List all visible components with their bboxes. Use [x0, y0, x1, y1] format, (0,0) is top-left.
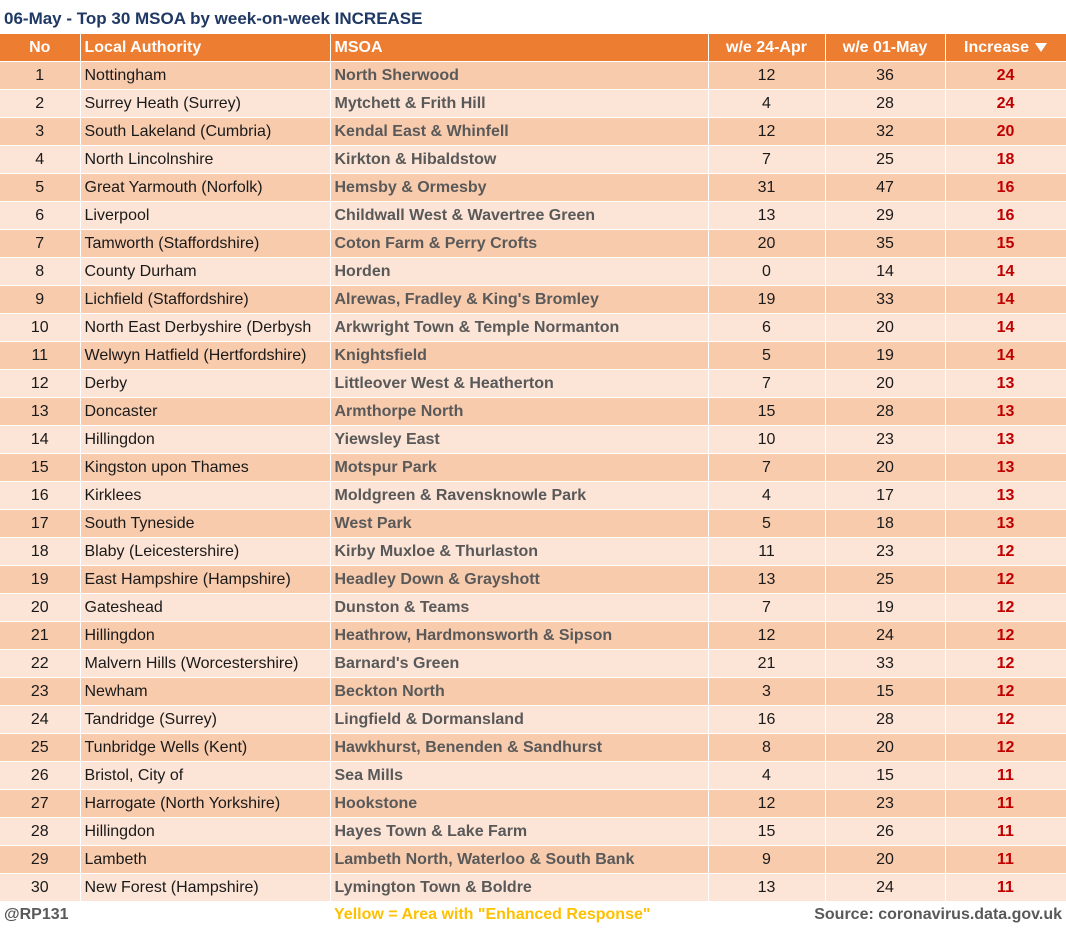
cell-local-authority: County Durham [80, 258, 330, 286]
cell-msoa: Coton Farm & Perry Crofts [330, 230, 708, 258]
cell-no: 23 [0, 678, 80, 706]
cell-increase: 14 [945, 258, 1066, 286]
cell-increase: 12 [945, 566, 1066, 594]
cell-no: 8 [0, 258, 80, 286]
msoa-table [0, 34, 1066, 901]
cell-we-01-may: 24 [825, 874, 945, 902]
cell-we-01-may: 28 [825, 90, 945, 118]
cell-we-01-may: 24 [825, 622, 945, 650]
cell-we-24-apr: 7 [708, 594, 825, 622]
cell-local-authority: Harrogate (North Yorkshire) [80, 790, 330, 818]
cell-increase: 11 [945, 762, 1066, 790]
cell-local-authority: Welwyn Hatfield (Hertfordshire) [80, 342, 330, 370]
cell-increase: 15 [945, 230, 1066, 258]
cell-we-24-apr: 12 [708, 62, 825, 90]
cell-increase: 12 [945, 650, 1066, 678]
cell-msoa: Kirkton & Hibaldstow [330, 146, 708, 174]
cell-we-24-apr: 19 [708, 286, 825, 314]
sort-descending-icon[interactable] [1035, 43, 1047, 52]
cell-we-01-may: 17 [825, 482, 945, 510]
cell-no: 20 [0, 594, 80, 622]
table-row [0, 62, 1066, 90]
cell-we-01-may: 20 [825, 734, 945, 762]
table-row [0, 510, 1066, 538]
table-row [0, 846, 1066, 874]
cell-msoa: Arkwright Town & Temple Normanton [330, 314, 708, 342]
cell-msoa: Motspur Park [330, 454, 708, 482]
cell-we-01-may: 20 [825, 846, 945, 874]
cell-no: 7 [0, 230, 80, 258]
cell-we-01-may: 26 [825, 818, 945, 846]
cell-increase: 13 [945, 398, 1066, 426]
cell-we-24-apr: 4 [708, 90, 825, 118]
cell-we-24-apr: 12 [708, 118, 825, 146]
cell-we-24-apr: 15 [708, 398, 825, 426]
cell-msoa: Beckton North [330, 678, 708, 706]
cell-local-authority: Great Yarmouth (Norfolk) [80, 174, 330, 202]
cell-local-authority: Bristol, City of [80, 762, 330, 790]
cell-we-01-may: 20 [825, 454, 945, 482]
cell-we-01-may: 23 [825, 426, 945, 454]
cell-no: 6 [0, 202, 80, 230]
cell-no: 1 [0, 62, 80, 90]
cell-local-authority: Blaby (Leicestershire) [80, 538, 330, 566]
cell-we-24-apr: 20 [708, 230, 825, 258]
cell-we-01-may: 33 [825, 286, 945, 314]
cell-local-authority: Kingston upon Thames [80, 454, 330, 482]
cell-increase: 13 [945, 510, 1066, 538]
cell-no: 21 [0, 622, 80, 650]
cell-increase: 13 [945, 454, 1066, 482]
cell-no: 5 [0, 174, 80, 202]
table-row [0, 538, 1066, 566]
cell-msoa: Moldgreen & Ravensknowle Park [330, 482, 708, 510]
cell-local-authority: Hillingdon [80, 818, 330, 846]
cell-no: 17 [0, 510, 80, 538]
cell-local-authority: South Tyneside [80, 510, 330, 538]
cell-local-authority: Surrey Heath (Surrey) [80, 90, 330, 118]
cell-msoa: Hookstone [330, 790, 708, 818]
table-row [0, 370, 1066, 398]
cell-we-24-apr: 11 [708, 538, 825, 566]
column-header-local-authority[interactable]: Local Authority [80, 34, 330, 62]
table-row [0, 594, 1066, 622]
table-row [0, 398, 1066, 426]
source-credit: Source: coronavirus.data.gov.uk [814, 906, 1062, 923]
cell-msoa: Sea Mills [330, 762, 708, 790]
cell-increase: 13 [945, 426, 1066, 454]
cell-increase: 12 [945, 706, 1066, 734]
cell-we-24-apr: 13 [708, 874, 825, 902]
table-row [0, 678, 1066, 706]
cell-we-01-may: 14 [825, 258, 945, 286]
cell-no: 29 [0, 846, 80, 874]
cell-increase: 11 [945, 790, 1066, 818]
table-row [0, 118, 1066, 146]
table-row [0, 790, 1066, 818]
table-row [0, 734, 1066, 762]
cell-we-01-may: 19 [825, 594, 945, 622]
cell-we-24-apr: 5 [708, 342, 825, 370]
cell-we-24-apr: 31 [708, 174, 825, 202]
cell-no: 14 [0, 426, 80, 454]
cell-no: 19 [0, 566, 80, 594]
cell-local-authority: North East Derbyshire (Derbysh [80, 314, 330, 342]
cell-msoa: Littleover West & Heatherton [330, 370, 708, 398]
table-body [0, 62, 1066, 902]
cell-we-24-apr: 13 [708, 566, 825, 594]
cell-we-01-may: 29 [825, 202, 945, 230]
table-row [0, 622, 1066, 650]
enhanced-response-note: Yellow = Area with "Enhanced Response" [334, 906, 651, 923]
column-header-increase[interactable] [945, 34, 1066, 62]
cell-msoa: Headley Down & Grayshott [330, 566, 708, 594]
cell-we-01-may: 28 [825, 398, 945, 426]
table-row [0, 230, 1066, 258]
page-title: 06-May - Top 30 MSOA by week-on-week INCREASE [4, 9, 423, 28]
cell-msoa: North Sherwood [330, 62, 708, 90]
cell-msoa: Barnard's Green [330, 650, 708, 678]
cell-we-01-may: 19 [825, 342, 945, 370]
cell-local-authority: South Lakeland (Cumbria) [80, 118, 330, 146]
cell-we-24-apr: 12 [708, 790, 825, 818]
cell-increase: 24 [945, 90, 1066, 118]
cell-we-24-apr: 15 [708, 818, 825, 846]
table-row [0, 174, 1066, 202]
cell-we-24-apr: 13 [708, 202, 825, 230]
cell-increase: 16 [945, 202, 1066, 230]
table-row [0, 202, 1066, 230]
cell-msoa: Kendal East & Whinfell [330, 118, 708, 146]
cell-no: 11 [0, 342, 80, 370]
cell-msoa: Heathrow, Hardmonsworth & Sipson [330, 622, 708, 650]
cell-we-01-may: 47 [825, 174, 945, 202]
cell-increase: 11 [945, 846, 1066, 874]
cell-increase: 20 [945, 118, 1066, 146]
table-row [0, 650, 1066, 678]
cell-we-01-may: 28 [825, 706, 945, 734]
cell-increase: 11 [945, 818, 1066, 846]
cell-we-24-apr: 16 [708, 706, 825, 734]
cell-we-24-apr: 7 [708, 454, 825, 482]
cell-we-01-may: 15 [825, 762, 945, 790]
cell-local-authority: East Hampshire (Hampshire) [80, 566, 330, 594]
cell-we-01-may: 20 [825, 314, 945, 342]
cell-we-01-may: 25 [825, 146, 945, 174]
cell-we-24-apr: 0 [708, 258, 825, 286]
cell-increase: 16 [945, 174, 1066, 202]
cell-local-authority: North Lincolnshire [80, 146, 330, 174]
table-row [0, 342, 1066, 370]
cell-increase: 12 [945, 594, 1066, 622]
cell-no: 9 [0, 286, 80, 314]
cell-we-24-apr: 9 [708, 846, 825, 874]
cell-we-01-may: 36 [825, 62, 945, 90]
cell-we-01-may: 23 [825, 790, 945, 818]
cell-local-authority: New Forest (Hampshire) [80, 874, 330, 902]
cell-no: 24 [0, 706, 80, 734]
column-header-we-01-may[interactable]: w/e 01-May [825, 34, 945, 62]
cell-no: 16 [0, 482, 80, 510]
cell-msoa: Yiewsley East [330, 426, 708, 454]
cell-local-authority: Malvern Hills (Worcestershire) [80, 650, 330, 678]
table-row [0, 146, 1066, 174]
cell-we-24-apr: 4 [708, 482, 825, 510]
cell-msoa: Hawkhurst, Benenden & Sandhurst [330, 734, 708, 762]
cell-increase: 12 [945, 678, 1066, 706]
cell-increase: 24 [945, 62, 1066, 90]
table-row [0, 482, 1066, 510]
cell-we-24-apr: 21 [708, 650, 825, 678]
table-row [0, 566, 1066, 594]
table-row [0, 874, 1066, 902]
cell-we-01-may: 15 [825, 678, 945, 706]
cell-msoa: Alrewas, Fradley & King's Bromley [330, 286, 708, 314]
table-row [0, 90, 1066, 118]
column-header-msoa[interactable]: MSOA [330, 34, 708, 62]
cell-we-01-may: 25 [825, 566, 945, 594]
cell-local-authority: Lambeth [80, 846, 330, 874]
cell-increase: 14 [945, 314, 1066, 342]
cell-msoa: Kirby Muxloe & Thurlaston [330, 538, 708, 566]
cell-we-01-may: 35 [825, 230, 945, 258]
cell-increase: 14 [945, 286, 1066, 314]
cell-we-24-apr: 7 [708, 146, 825, 174]
cell-we-24-apr: 5 [708, 510, 825, 538]
cell-no: 3 [0, 118, 80, 146]
cell-we-24-apr: 10 [708, 426, 825, 454]
cell-local-authority: Tamworth (Staffordshire) [80, 230, 330, 258]
cell-no: 30 [0, 874, 80, 902]
cell-msoa: Lingfield & Dormansland [330, 706, 708, 734]
cell-no: 13 [0, 398, 80, 426]
cell-we-24-apr: 7 [708, 370, 825, 398]
cell-we-01-may: 18 [825, 510, 945, 538]
cell-increase: 13 [945, 370, 1066, 398]
table-header-row [0, 34, 1066, 62]
cell-no: 10 [0, 314, 80, 342]
cell-local-authority: Derby [80, 370, 330, 398]
table-row [0, 762, 1066, 790]
cell-msoa: Hayes Town & Lake Farm [330, 818, 708, 846]
cell-we-01-may: 23 [825, 538, 945, 566]
table-row [0, 314, 1066, 342]
table-row [0, 426, 1066, 454]
cell-we-01-may: 32 [825, 118, 945, 146]
cell-increase: 11 [945, 874, 1066, 902]
author-handle: @RP131 [4, 906, 69, 923]
cell-we-24-apr: 4 [708, 762, 825, 790]
cell-we-01-may: 20 [825, 370, 945, 398]
cell-no: 12 [0, 370, 80, 398]
cell-msoa: Mytchett & Frith Hill [330, 90, 708, 118]
cell-local-authority: Tunbridge Wells (Kent) [80, 734, 330, 762]
cell-msoa: Childwall West & Wavertree Green [330, 202, 708, 230]
cell-increase: 12 [945, 622, 1066, 650]
cell-increase: 13 [945, 482, 1066, 510]
cell-local-authority: Doncaster [80, 398, 330, 426]
cell-msoa: Lymington Town & Boldre [330, 874, 708, 902]
cell-local-authority: Gateshead [80, 594, 330, 622]
cell-local-authority: Hillingdon [80, 426, 330, 454]
table-row [0, 818, 1066, 846]
table-row [0, 258, 1066, 286]
cell-increase: 12 [945, 538, 1066, 566]
cell-no: 27 [0, 790, 80, 818]
cell-no: 22 [0, 650, 80, 678]
cell-we-24-apr: 3 [708, 678, 825, 706]
cell-increase: 14 [945, 342, 1066, 370]
cell-no: 26 [0, 762, 80, 790]
cell-msoa: Lambeth North, Waterloo & South Bank [330, 846, 708, 874]
table-row [0, 286, 1066, 314]
cell-we-24-apr: 12 [708, 622, 825, 650]
cell-msoa: Armthorpe North [330, 398, 708, 426]
cell-msoa: Knightsfield [330, 342, 708, 370]
cell-no: 4 [0, 146, 80, 174]
cell-local-authority: Nottingham [80, 62, 330, 90]
cell-no: 15 [0, 454, 80, 482]
cell-msoa: West Park [330, 510, 708, 538]
cell-no: 25 [0, 734, 80, 762]
table-row [0, 454, 1066, 482]
cell-local-authority: Liverpool [80, 202, 330, 230]
cell-no: 18 [0, 538, 80, 566]
cell-no: 28 [0, 818, 80, 846]
cell-local-authority: Kirklees [80, 482, 330, 510]
cell-increase: 18 [945, 146, 1066, 174]
cell-msoa: Dunston & Teams [330, 594, 708, 622]
cell-local-authority: Newham [80, 678, 330, 706]
column-header-we-24-apr[interactable]: w/e 24-Apr [708, 34, 825, 62]
table-row [0, 706, 1066, 734]
column-header-no[interactable]: No [0, 34, 80, 62]
cell-local-authority: Tandridge (Surrey) [80, 706, 330, 734]
cell-msoa: Horden [330, 258, 708, 286]
cell-local-authority: Hillingdon [80, 622, 330, 650]
cell-we-24-apr: 8 [708, 734, 825, 762]
column-header-increase-label: Increase [964, 38, 1029, 56]
cell-increase: 12 [945, 734, 1066, 762]
cell-no: 2 [0, 90, 80, 118]
cell-local-authority: Lichfield (Staffordshire) [80, 286, 330, 314]
cell-we-01-may: 33 [825, 650, 945, 678]
cell-msoa: Hemsby & Ormesby [330, 174, 708, 202]
cell-we-24-apr: 6 [708, 314, 825, 342]
